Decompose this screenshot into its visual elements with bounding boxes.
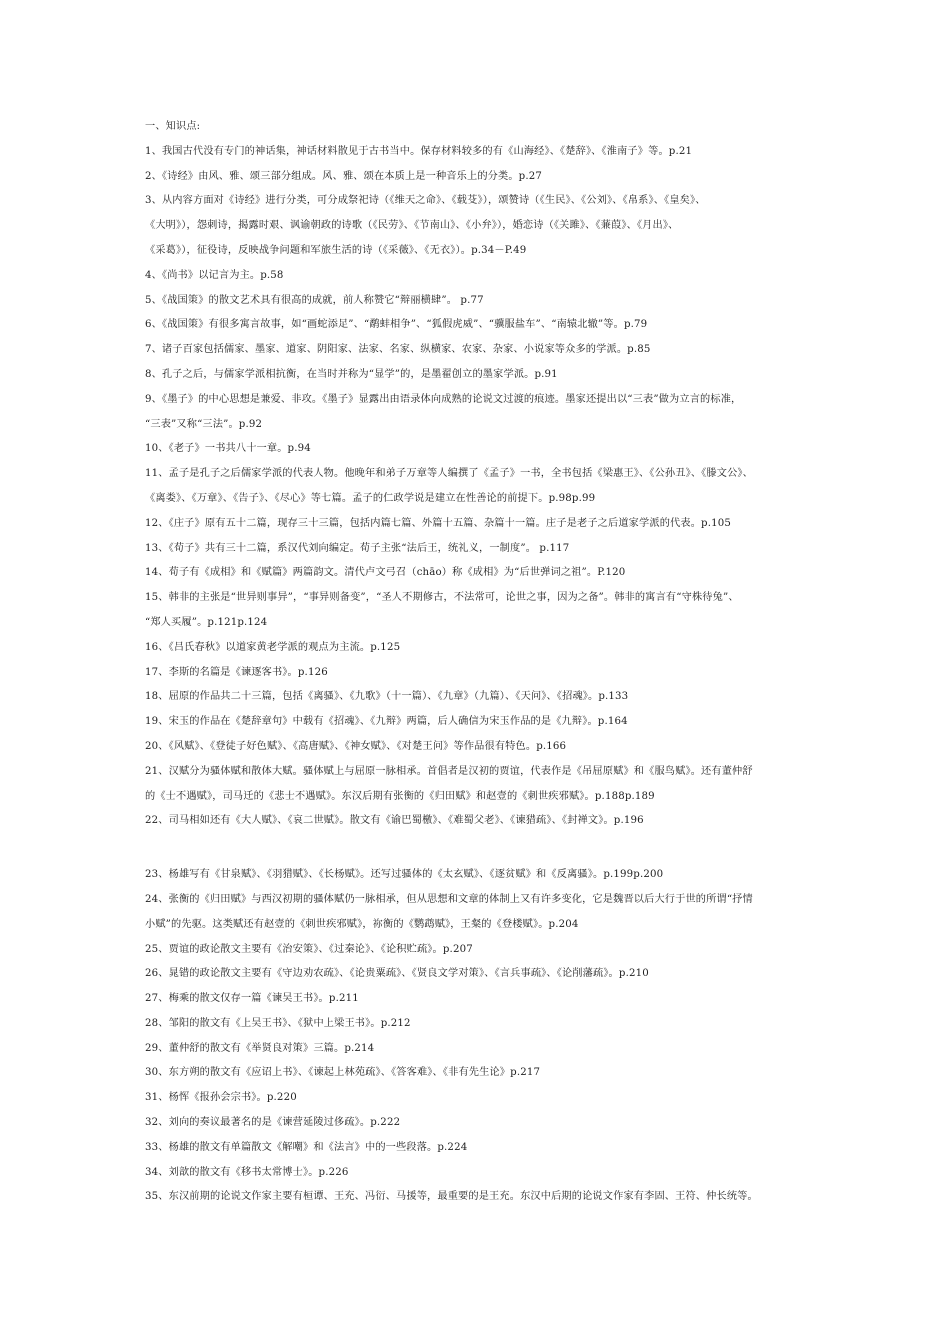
knowledge-item bbox=[145, 518, 817, 530]
knowledge-item bbox=[145, 1142, 817, 1154]
item-text-continued: 《大明》），怨刺诗，揭露时艰、讽谕朝政的诗歌（《民劳》、《节南山》、《小弁》），婚恋诗（《关雎》、《蒹葭》、《月出》、 bbox=[145, 220, 679, 232]
item-text: 29、董仲舒的散文有《举贤良对策》三篇。p.214 bbox=[145, 1042, 375, 1054]
knowledge-item bbox=[145, 1043, 817, 1055]
item-text-continued: “三表”又称“三法”。p.92 bbox=[145, 418, 263, 430]
knowledge-item bbox=[145, 344, 817, 356]
item-text-continued: 小赋”的先驱。这类赋还有赵壹的《刺世疾邪赋》，祢衡的《鹦鹉赋》，王粲的《登楼赋》。p.204 bbox=[145, 918, 579, 930]
knowledge-item bbox=[145, 1018, 817, 1030]
item-text: 6、《战国策》有很多寓言故事，如“画蛇添足”、“鹬蚌相争”、“狐假虎威”、“骥服盐车”、“南辕北辙”等。p.79 bbox=[145, 319, 648, 331]
item-text: 12、《庄子》原有五十二篇，现存三十三篇，包括内篇七篇、外篇十五篇、杂篇十一篇。庄子是老子之后道家学派的代表。p.105 bbox=[145, 517, 731, 529]
knowledge-item bbox=[145, 567, 817, 579]
item-text: 14、荀子有《成相》和《赋篇》两篇韵文。清代卢文弓召（chāo）称《成相》为“后世弹词之祖”。P.120 bbox=[145, 567, 626, 579]
item-text-continued: 《离娄》、《万章》、《告子》、《尽心》等七篇。孟子的仁政学说是建立在性善论的前提下。p.98p.99 bbox=[145, 492, 596, 504]
item-text: 32、刘向的奏议最著名的是《谏营延陵过侈疏》。p.222 bbox=[145, 1117, 401, 1129]
knowledge-item bbox=[145, 543, 817, 555]
knowledge-item bbox=[145, 766, 817, 803]
item-text-continued: 的《士不遇赋》，司马迁的《悲士不遇赋》。东汉后期有张衡的《归田赋》和赵壹的《刺世疾邪赋》。p.188p.189 bbox=[145, 790, 655, 802]
item-text: 20、《风赋》、《登徒子好色赋》、《高唐赋》、《神女赋》、《对楚王问》等作品很有特色。p.166 bbox=[145, 740, 567, 752]
paragraph-gap bbox=[145, 840, 817, 869]
knowledge-item bbox=[145, 1067, 817, 1079]
knowledge-item bbox=[145, 195, 817, 257]
item-text-continued: “郑人买履”。p.121p.124 bbox=[145, 616, 268, 628]
knowledge-item bbox=[145, 993, 817, 1005]
item-text: 33、杨雄的散文有单篇散文《解嘲》和《法言》中的一些段落。p.224 bbox=[145, 1141, 468, 1153]
knowledge-item bbox=[145, 968, 817, 980]
item-text: 10、《老子》一书共八十一章。p.94 bbox=[145, 443, 311, 455]
knowledge-item bbox=[145, 592, 817, 629]
item-text: 18、屈原的作品共二十三篇，包括《离骚》、《九歌》（十一篇）、《九章》（九篇）、《天问》、《招魂》。p.133 bbox=[145, 691, 629, 703]
item-text: 31、杨恽《报孙会宗书》。p.220 bbox=[145, 1092, 297, 1104]
item-text: 34、刘歆的散文有《移书太常博士》。p.226 bbox=[145, 1166, 349, 1178]
knowledge-item bbox=[145, 369, 817, 381]
knowledge-item bbox=[145, 1191, 817, 1203]
knowledge-item bbox=[145, 146, 817, 158]
knowledge-item bbox=[145, 295, 817, 307]
knowledge-item bbox=[145, 815, 817, 827]
item-text-continued: 《采葛》），征役诗，反映战争问题和军旅生活的诗（《采薇》、《无衣》）。p.34－P.49 bbox=[145, 244, 527, 256]
knowledge-item bbox=[145, 667, 817, 679]
item-text: 23、杨雄写有《甘泉赋》、《羽猎赋》、《长杨赋》。还写过骚体的《太玄赋》、《逐贫赋》和《反离骚》。p.199p.200 bbox=[145, 869, 664, 881]
item-text: 30、东方朔的散文有《应诏上书》、《谏起上林苑疏》、《答客难》、《非有先生论》p.217 bbox=[145, 1067, 541, 1079]
item-text: 26、晁错的政论散文主要有《守边劝农疏》、《论贵粟疏》、《贤良文学对策》、《言兵事疏》、《论削藩疏》。p.210 bbox=[145, 968, 649, 980]
knowledge-item bbox=[145, 443, 817, 455]
item-text: 1、我国古代没有专门的神话集，神话材料散见于古书当中。保存材料较多的有《山海经》、《楚辞》、《淮南子》等。p.21 bbox=[145, 145, 693, 157]
item-text: 21、汉赋分为骚体赋和散体大赋。骚体赋上与屈原一脉相承。首倡者是汉初的贾谊，代表作是《吊屈原赋》和《服鸟赋》。还有董仲舒 bbox=[145, 765, 753, 777]
item-text: 3、从内容方面对《诗经》进行分类，可分成祭祀诗（《维天之命》、《载芟》），颂赞诗（《生民》、《公刘》、《帛系》、《皇矣》、 bbox=[145, 195, 706, 207]
item-text: 16、《吕氏春秋》以道家黄老学派的观点为主流。p.125 bbox=[145, 641, 401, 653]
knowledge-item bbox=[145, 716, 817, 728]
knowledge-item bbox=[145, 944, 817, 956]
section-heading: 一、知识点: bbox=[145, 121, 201, 132]
item-text: 28、邹阳的散文有《上吴王书》、《狱中上梁王书》。p.212 bbox=[145, 1017, 411, 1029]
item-text: 9、《墨子》的中心思想是兼爱、非攻。《墨子》显露出由语录体向成熟的论说文过渡的痕迹。墨家还提出以“三表”做为立言的标准， bbox=[145, 393, 742, 405]
knowledge-item bbox=[145, 894, 817, 931]
item-text: 24、张衡的《归田赋》与西汉初期的骚体赋仍一脉相承，但从思想和文章的体制上又有许多变化，它是魏晋以后大行于世的所谓“抒情 bbox=[145, 893, 753, 905]
knowledge-list bbox=[145, 146, 817, 1204]
knowledge-item bbox=[145, 741, 817, 753]
knowledge-item bbox=[145, 1092, 817, 1104]
item-text: 7、诸子百家包括儒家、墨家、道家、阴阳家、法家、名家、纵横家、农家、杂家、小说家等众多的学派。p.85 bbox=[145, 344, 651, 356]
knowledge-item bbox=[145, 869, 817, 881]
knowledge-item bbox=[145, 319, 817, 331]
item-text: 22、司马相如还有《大人赋》、《哀二世赋》。散文有《谕巴蜀檄》、《难蜀父老》、《谏猎疏》、《封禅文》。p.196 bbox=[145, 815, 644, 827]
item-text: 35、东汉前期的论说文作家主要有桓谭、王充、冯衍、马援等，最重要的是王充。东汉中后期的论说文作家有李固、王符、仲长统等。 bbox=[145, 1191, 758, 1203]
item-text: 13、《荀子》共有三十二篇，系汉代刘向编定。荀子主张“法后王，统礼义，一制度”。 p.117 bbox=[145, 542, 570, 554]
document-body bbox=[145, 121, 817, 1216]
item-text: 15、韩非的主张是“世异则事异”，“事异则备变”，“圣人不期修古，不法常可，论世之事，因为之备”。韩非的寓言有“守株待兔”、 bbox=[145, 592, 739, 604]
knowledge-item bbox=[145, 171, 817, 183]
knowledge-item bbox=[145, 691, 817, 703]
item-text: 19、宋玉的作品在《楚辞章句》中载有《招魂》、《九辩》两篇，后人确信为宋玉作品的是《九辩》。p.164 bbox=[145, 716, 628, 728]
knowledge-item bbox=[145, 1167, 817, 1179]
item-text: 27、梅乘的散文仅存一篇《谏吴王书》。p.211 bbox=[145, 993, 359, 1005]
knowledge-item bbox=[145, 468, 817, 505]
item-text: 25、贾谊的政论散文主要有《治安策》、《过秦论》、《论积贮疏》。p.207 bbox=[145, 943, 473, 955]
item-text: 2、《诗经》由风、雅、颂三部分组成。风、雅、颂在本质上是一种音乐上的分类。p.27 bbox=[145, 170, 543, 182]
item-text: 8、孔子之后，与儒家学派相抗衡，在当时并称为“显学”的，是墨翟创立的墨家学派。p.91 bbox=[145, 368, 558, 380]
item-text: 4、《尚书》以记言为主。p.58 bbox=[145, 269, 284, 281]
item-text: 17、李斯的名篇是《谏逐客书》。p.126 bbox=[145, 666, 328, 678]
knowledge-item bbox=[145, 394, 817, 431]
knowledge-item bbox=[145, 270, 817, 282]
item-text: 11、孟子是孔子之后儒家学派的代表人物。他晚年和弟子万章等人编撰了《孟子》一书，全书包括《梁惠王》、《公孙丑》、《滕文公》、 bbox=[145, 468, 754, 480]
knowledge-item bbox=[145, 1117, 817, 1129]
item-text: 5、《战国策》的散文艺术具有很高的成就，前人称赞它“辩丽横肆”。 p.77 bbox=[145, 294, 484, 306]
knowledge-item bbox=[145, 642, 817, 654]
